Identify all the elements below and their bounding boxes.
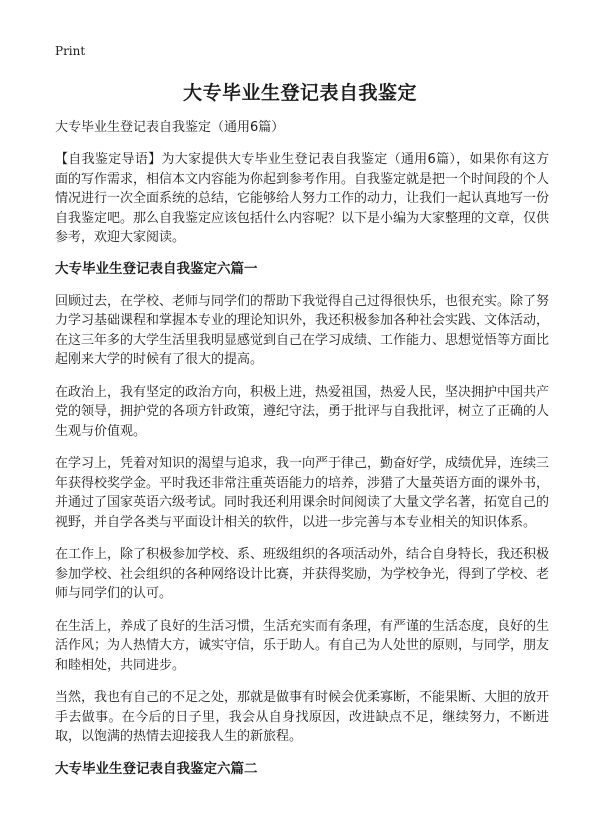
section-1-paragraph-1: 回顾过去，在学校、老师与同学们的帮助下我觉得自己过得很快乐，也很充实。除了努力学习基础课程和掌握本专业的理论知识外，我还积极参加各种社会实践、文体活动，在这三年多的大学生活里我明显感觉到自己在学习成绩、工作能力、思想觉悟等方面比起刚来大学的时候有了很大的提高。	[55, 293, 550, 367]
section-1-paragraph-4: 在工作上，除了积极参加学校、系、班级组织的各项活动外，结合自身特长，我还积极参加学校、社会组织的各种网络设计比赛，并获得奖励，为学校争光，得到了学校、老师与同学们的认可。	[55, 547, 550, 601]
document-title: 大专毕业生登记表自我鉴定	[182, 82, 417, 104]
document-body	[55, 119, 549, 792]
intro-paragraph: 【自我鉴定导语】为大家提供大专毕业生登记表自我鉴定（通用6篇），如果你有这方面的写作需求，相信本文内容能为你起到参考作用。自我鉴定就是把一个时间段的个人情况进行一次全面系统的总结，它能够给人努力工作的动力，让我们一起认真地写一份自我鉴定吧。那么自我鉴定应该包括什么内容呢？以下是小编为大家整理的文章，仅供参考，欢迎大家阅读。	[55, 152, 550, 245]
section-1-paragraph-6: 当然，我也有自己的不足之处，那就是做事有时候会优柔寡断，不能果断、大胆的放开手去做事。在今后的日子里，我会从自身找原因，改进缺点不足，继续努力，不断进取，以饱满的热情去迎接我人生的新旅程。	[55, 690, 550, 744]
print-link[interactable]: Print	[55, 44, 86, 58]
section-1-paragraph-5: 在生活上，养成了良好的生活习惯，生活充实而有条理，有严谨的生活态度，良好的生活作风；为人热情大方，诚实守信，乐于助人。有自己为人处世的原则，与同学，朋友和睦相处，共同进步。	[55, 618, 550, 673]
section-1-paragraph-3: 在学习上，凭着对知识的渴望与追求，我一向严于律己，勤奋好学，成绩优异，连续三年获得校奖学金。平时我还非常注重英语能力的培养，涉猎了大量英语方面的课外书，并通过了国家英语六级考试。同时我还利用课余时间阅读了大量文学名著，拓宽自己的视野，并自学各类与平面设计相关的软件，以进一步完善与本专业相关的知识体系。	[55, 456, 550, 530]
section-1-paragraph-2: 在政治上，我有坚定的政治方向，积极上进，热爱祖国，热爱人民，坚决拥护中国共产党的领导，拥护党的各项方针政策，遵纪守法，勇于批评与自我批评，树立了正确的人生观与价值观。	[55, 384, 550, 439]
section-heading-2: 大专毕业生登记表自我鉴定六篇二	[55, 760, 258, 777]
section-heading-1: 大专毕业生登记表自我鉴定六篇一	[55, 260, 258, 277]
document-subtitle: 大专毕业生登记表自我鉴定（通用6篇）	[55, 120, 285, 135]
